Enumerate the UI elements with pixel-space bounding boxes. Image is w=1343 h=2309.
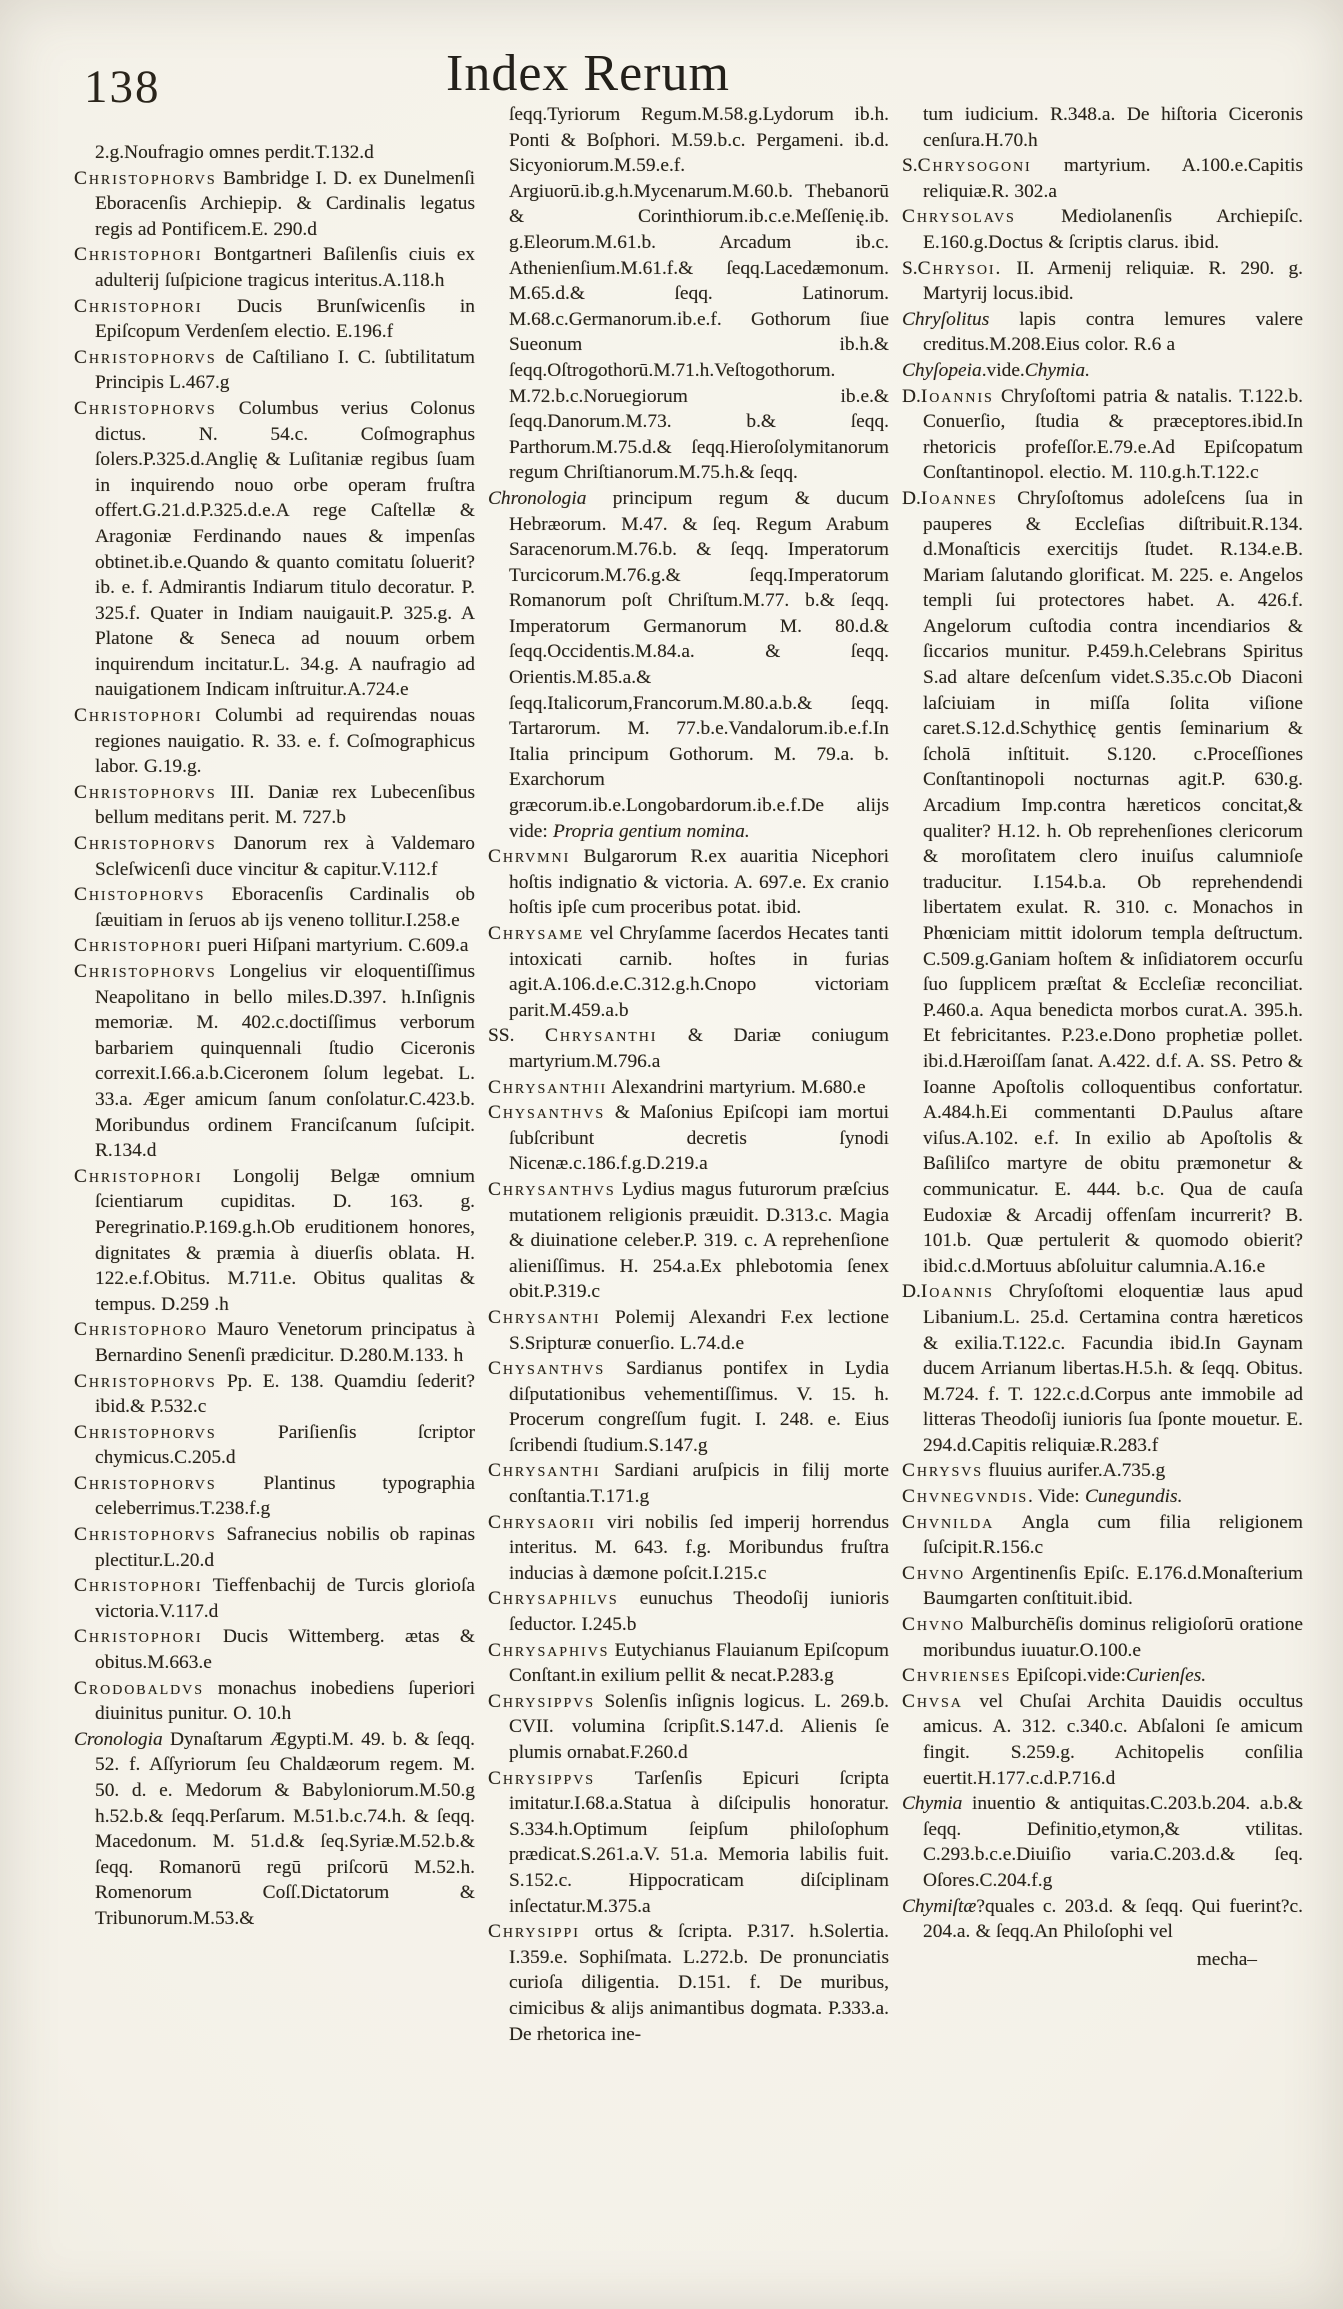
index-entry — [488, 921, 889, 1023]
index-entry — [488, 102, 889, 486]
index-columns — [74, 102, 1304, 2047]
entry-headword: Chistophorvs — [74, 884, 206, 906]
index-entry — [74, 166, 475, 243]
entry-text: Chronologia — [488, 487, 587, 509]
entry-headword: Chysanthvs — [488, 1358, 606, 1380]
entry-headword: Chrysaphilvs — [488, 1588, 619, 1610]
entry-text: Mediolanenſis Archiepiſc. E.160.g.Doctus & ſcriptis clarus. ibid. — [923, 206, 1303, 253]
entry-text: tum iudicium. R.348.a. De hiſtoria Ciceronis cenſura.H.70.h — [923, 104, 1303, 151]
index-entry — [902, 256, 1303, 307]
entry-text: Plantinus typographia celeberrimus.T.238.f.g — [95, 1472, 475, 1520]
entry-text: Safranecius nobilis ob rapinas plectitur.L.20.d — [95, 1524, 475, 1571]
entry-headword: Crodobaldvs — [74, 1677, 204, 1699]
index-entry — [902, 102, 1303, 153]
entry-headword: Christophori — [74, 295, 203, 317]
index-entry — [74, 1164, 475, 1318]
index-entry — [488, 1177, 889, 1305]
page-number: 138 — [84, 61, 161, 113]
entry-headword: Chrysanthi — [544, 1025, 658, 1047]
index-entry — [74, 831, 475, 882]
entry-text: Chyſopeia — [902, 359, 982, 381]
entry-text: ortus & ſcripta. P.317. h.Solertia. I.359.e. Sophiſmata. L.272.b. De pronunciatis curioſa diligentia. D.151. f. De muribus, cimicibus & alijs animantibus dogmata. P.333.a. De rhetorica ine- — [509, 1921, 889, 2045]
index-entry — [902, 358, 1303, 384]
index-entry — [74, 1471, 475, 1522]
entry-text: Danorum rex à Valdemaro Scleſwicenſi duce vincitur & capitur.V.112.f — [95, 833, 475, 880]
index-entry — [74, 1420, 475, 1471]
entry-text: pueri Hiſpani martyrium. C.609.a — [202, 935, 469, 957]
entry-headword: Christophorvs — [74, 1472, 217, 1494]
entry-headword: Chrysippvs — [488, 1767, 596, 1789]
entry-text: Columbi ad requirendas nouas regiones nauigatio. R. 33. e. f. Coſmographicus labor. G.19.g. — [95, 705, 475, 778]
entry-text: Epiſcopi.vide: — [1011, 1665, 1126, 1687]
entry-text: inuentio & antiquitas.C.203.b.204. a.b.& ſeqq. Definitio,etymon,& vtilitas. C.293.b.c.e.Diuiſio varia.C.203.d.& ſeq. Oſores.C.204.f.g — [923, 1793, 1303, 1891]
index-entry — [488, 1075, 889, 1101]
entry-text: Pariſienſis ſcriptor chymicus.C.205.d — [95, 1421, 475, 1469]
entry-text: Mauro Venetorum principatus à Bernardino Senenſi prædicitur. D.280.M.133. h — [95, 1319, 475, 1366]
entry-text: fluuius aurifer.A.735.g — [982, 1460, 1166, 1482]
entry-text: 2.g.Noufragio omnes perdit.T.132.d — [95, 142, 374, 163]
entry-headword: Chrysanthi — [488, 1460, 601, 1482]
index-entry — [74, 882, 475, 933]
entry-text: principum regum & ducum Hebræorum. M.47. & ſeq. Regum Arabum Saracenorum.M.76.b. & ſeqq. Imperatorum Turcicorum.M.76.g.& ſeqq.Imperatorum Romanorum poſt Chriſtum.M.77. b.& ſeqq. Imperatorum Germanorum M. 80.d.& ſeqq.Occidentis.M.84.a. & ſeqq. Orientis.M.85.a.& ſeqq.Italicorum,Francorum.M.80.a.b.& ſeqq. Tartarorum. M. 77.b.e.Vandalorum.ib.e.f.In Italia principum Gothorum. M. 79.a. b. Exarchorum græcorum.ib.e.Longobardorum.ib.e.f.De alijs vide: — [509, 487, 889, 842]
index-entry — [488, 1919, 889, 2047]
entry-text: Chymiſtæ — [902, 1895, 977, 1917]
index-entry — [488, 1305, 889, 1356]
index-entry — [488, 1356, 889, 1458]
index-entry — [74, 294, 475, 345]
entry-text: Bontgartneri Baſilenſis ciuis ex adulterij ſuſpicione tragicus interitus.A.118.h — [95, 244, 475, 291]
entry-text: Columbus verius Colonus dictus. N. 54.c. Coſmographus ſolers.P.325.d.Anglię & Luſitaniæ regibus ſuam in inquirendo nouo orbe operam fruſtra offert.G.21.d.P.325.d.e.A rege Caſtellæ & Aragoniæ Ferdinando naues & impenſas obtinet.ib.e.Quando & quanto comitatu ſoluerit? ib. e. f. Admirantis Indiarum titulo decoratur. P. 325.f. Quater in Indiam nauigauit.P. 325.g. A Platone & Seneca ad nouum orbem inquirendum incitatur.L. 34.g. A naufragio ad nauigationem Indicam inſtruitur.A.724.e — [95, 397, 475, 701]
index-entry — [74, 1624, 475, 1675]
index-entry — [902, 1484, 1303, 1510]
index-entry — [902, 486, 1303, 1279]
index-entry — [902, 384, 1303, 486]
entry-headword: Chvsa — [902, 1690, 963, 1712]
entry-text: Chryſoſtomi patria & natalis. T.122.b. Conuerſio, ſtudia & præceptores.ibid.In rhetoricis profeſſor.E.79.e.Ad Epiſcopatum Conſtantinopol. electio. M. 110.g.h.T.122.c — [923, 385, 1303, 484]
entry-text: Ducis Brunſwicenſis in Epiſcopum Verdenſem electio. E.196.f — [95, 295, 475, 343]
entry-headword: Ioannis — [920, 1281, 994, 1303]
entry-text: ſeqq.Tyriorum Regum.M.58.g.Lydorum ib.h. Ponti & Boſphori. M.59.b.c. Pergameni. ib.d. Sicyoniorum.M.59.e.f. Argiuorū.ib.g.h.Mycenarum.M.60.b. Thebanorū & Corinthiorum.ib.c.e.Meſſenię.ib. g.Eleorum.M.61.b. Arcadum ib.c. Athenienſium.M.61.f.& ſeqq.Lacedæmonum. M.65.d.& ſeqq. Latinorum. M.68.c.Germanorum.ib.e.f. Gothorum ſiue Sueonum ib.h.& ſeqq.Oſtrogothorū.M.71.h.Veſtogothorum. M.72.b.c.Noruegiorum ib.e.& ſeqq.Danorum.M.73. b.& ſeqq. Parthorum.M.75.d.& ſeqq.Hieroſolymitanorum regum Chriſtianorum.M.75.h.& ſeqq. — [509, 104, 889, 484]
entry-headword: Chrysanthii — [488, 1076, 608, 1098]
index-entry — [74, 1369, 475, 1420]
entry-headword: Chrysaphivs — [488, 1639, 610, 1661]
index-entry — [488, 1458, 889, 1509]
entry-headword: Christophoro — [74, 1319, 208, 1341]
entry-text: Eutychianus Flauianum Epiſcopum Conſtant.in exilium pellit & necat.P.283.g — [509, 1639, 890, 1687]
index-entry — [74, 396, 475, 703]
entry-headword: Chrysolavs — [902, 206, 1016, 228]
entry-text: Bulgarorum R.ex auaritia Nicephori hoſtis indignatio & victoria. A. 697.e. Ex cranio hoſtis ipſe cum proceribus potat. ibid. — [509, 846, 889, 919]
index-entry — [488, 1766, 889, 1920]
entry-text: Ducis Wittemberg. ætas & obitus.M.663.e — [95, 1626, 475, 1674]
entry-text: Tarſenſis Epicuri ſcripta imitatur.I.68.a.Statua à diſcipulis honoratur. S.334.h.Optimum ſeipſum philoſophum prædicat.S.261.a.V. 51.a. Memoria labilis fuit. S.152.c. Hippocraticam diſciplinam inſectatur.M.375.a — [509, 1767, 889, 1917]
entry-headword: Chvnilda — [902, 1511, 995, 1533]
entry-text: D. — [902, 1281, 921, 1303]
catchword: mecha– — [1196, 1948, 1257, 1970]
entry-text: III. Daniæ rex Lubecenſibus bellum meditans perit. M. 727.b — [95, 781, 475, 829]
entry-text: Chymia — [902, 1793, 963, 1815]
index-entry — [74, 1317, 475, 1368]
entry-headword: Chvnegvndis — [902, 1486, 1029, 1508]
page-title: Index Rerum — [446, 45, 730, 102]
index-entry — [74, 1573, 475, 1624]
entry-text: Dynaſtarum Ægypti.M. 49. b. & ſeqq. 52. f. Aſſyriorum ſeu Chaldæorum regem. M. 50. d. e. Medorum & Babyloniorum.M.50.g h.52.b.& ſeqq.Perſarum. M.51.b.c.74.h. & ſeqq. Macedonum. M. 51.d.& ſeq.Syriæ.M.52.b.& ſeqq. Romanorū regū priſcorū M.52.h. Romenorum Coſſ.Dictatorum & Tribunorum.M.53.& — [95, 1728, 475, 1929]
index-entry — [902, 1612, 1303, 1663]
entry-headword: Christophori — [74, 705, 203, 727]
entry-text: II. Armenij reliquiæ. R. 290. g. Martyrij locus.ibid. — [923, 257, 1303, 305]
index-entry — [902, 1561, 1303, 1612]
entry-text: Malburchēſis dominus religioſorū oratione moribundus iuuatur.O.100.e — [923, 1614, 1303, 1661]
entry-headword: Christophorvs — [74, 346, 217, 368]
entry-headword: Chrvmni — [488, 846, 571, 868]
index-entry — [74, 1522, 475, 1573]
entry-text: Pp. E. 138. Quamdiu ſederit?ibid.& P.532.c — [95, 1370, 475, 1418]
entry-headword: Christophorvs — [74, 1370, 217, 1392]
entry-text: eunuchus Theodoſij iunioris ſeductor. I.245.b — [509, 1588, 889, 1636]
entry-headword: Chrysippvs — [488, 1690, 596, 1712]
index-entry — [74, 933, 475, 959]
entry-headword: Chrysame — [488, 923, 585, 944]
entry-headword: Christophorvs — [74, 397, 217, 419]
index-entry — [902, 1279, 1303, 1458]
entry-headword: Christophori — [74, 1626, 203, 1648]
entry-headword: Christophori — [74, 244, 203, 266]
index-entry — [902, 1663, 1303, 1689]
entry-text: Eboracenſis Cardinalis ob ſæuitiam in ſeruos ab ijs veneno tollitur.I.258.e — [95, 884, 475, 931]
index-entry — [488, 1638, 889, 1689]
entry-headword: Christophorvs — [74, 1421, 217, 1443]
entry-text: Alexandrini martyrium. M.680.e — [607, 1076, 866, 1098]
index-entry — [902, 1791, 1303, 1893]
entry-text: & Dariæ coniugum martyrium.M.796.a — [509, 1025, 890, 1072]
entry-headword: Christophorvs — [74, 1524, 217, 1546]
entry-text: S. — [902, 257, 918, 279]
entry-text: Cunegundis. — [1084, 1486, 1183, 1508]
index-entry — [902, 307, 1303, 358]
index-entry — [74, 959, 475, 1164]
entry-headword: Chrysaorii — [488, 1511, 596, 1533]
entry-text: vel Chuſai Archita Dauidis occultus amicus. A. 312. c.340.c. Abſaloni ſe amicum fingit. S.259.g. Achitopelis conſilia euertit.H.177.c.d.P.716.d — [923, 1690, 1303, 1789]
entry-text: Sardiani aruſpicis in filij morte conſtantia.T.171.g — [509, 1460, 889, 1508]
entry-text: Curienſes. — [1125, 1665, 1207, 1687]
index-entry — [902, 1458, 1303, 1484]
entry-text: D. — [902, 385, 921, 407]
index-entry — [74, 242, 475, 293]
index-entry — [488, 844, 889, 921]
index-entry — [902, 1510, 1303, 1561]
entry-text: Polemij Alexandri F.ex lectione S.Sripturæ conuerſio. L.74.d.e — [509, 1306, 889, 1354]
index-entry — [488, 486, 889, 844]
index-column-2 — [488, 102, 889, 2047]
entry-text: Chymia. — [1024, 359, 1090, 381]
entry-text: .vide. — [981, 359, 1025, 381]
index-entry — [488, 1023, 889, 1074]
index-entry — [74, 780, 475, 831]
entry-text: de Caſtiliano I. C. ſubtilitatum Principis L.467.g — [95, 346, 475, 394]
entry-text: Solenſis inſignis logicus. L. 269.b. CVII. volumina ſcripſit.S.147.d. Alienis ſe plumis ornabat.F.260.d — [509, 1690, 889, 1763]
entry-headword: Chrysanthvs — [488, 1178, 616, 1200]
index-entry — [902, 1894, 1303, 1945]
entry-text: Bambridge I. D. ex Dunelmenſi Eboracenſis Archiepip. & Cardinalis legatus regis ad Pontificem.E. 290.d — [95, 167, 475, 240]
entry-text: & Maſonius Epiſcopi iam mortui ſubſcribunt decretis ſynodi Nicenæ.c.186.f.g.D.219.a — [509, 1102, 889, 1175]
entry-text: vel Chryſamme ſacerdos Hecates tanti intoxicati carnib. hoſtes in furias agit.A.106.d.e.C.312.g.h.Cnopo victoriam parit.M.459.a.b — [509, 923, 889, 1021]
entry-text: Argentinenſis Epiſc. E.176.d.Monaſterium Baumgarten conſtituit.ibid. — [923, 1562, 1303, 1610]
entry-headword: Chrysogoni — [917, 155, 1032, 177]
entry-text: Longelius vir eloquentiſſimus Neapolitano in bello miles.D.397. h.Inſignis memoriæ. M. 402.c.doctiſſimus verborum barbariem quinquennali ſtudio Ciceronis correxit.I.66.a.b.Ciceronem ſolum legebat. L. 33.a. Æger amicum ſanum conſolatur.C.423.b. Moribundus ordinem Franciſcanum ſuſcipit. R.134.d — [95, 961, 475, 1162]
index-entry — [488, 1689, 889, 1766]
entry-headword: Chrysippi — [488, 1921, 580, 1943]
entry-text: lapis contra lemures valere creditus.M.208.Eius color. R.6 a — [923, 308, 1303, 356]
entry-text: martyrium. A.100.e.Capitis reliquiæ.R. 302.a — [923, 155, 1303, 202]
entry-text: SS. — [488, 1025, 545, 1047]
entry-text: ?quales c. 203.d. & ſeqq. Qui fuerint?c. 204.a. & ſeqq.An Philoſophi vel — [923, 1895, 1303, 1943]
entry-headword: Chvno — [902, 1562, 966, 1584]
entry-text: D. — [902, 487, 921, 509]
entry-headword: Ioannis — [920, 385, 994, 407]
entry-text: Angla cum filia religionem ſuſcipit.R.156.c — [923, 1511, 1303, 1559]
entry-text: Lydius magus futurorum præſcius mutationem religionis præuidit. D.313.c. Magia & diuinatione celeber.P. 319. c. A reprehenſione alieniſſimus. H. 254.a.Ex phlebotomia ſenex obit.P.319.c — [509, 1178, 889, 1303]
entry-text: Cronologia — [74, 1728, 163, 1750]
entry-text: Sardianus pontifex in Lydia diſputationibus vehementiſſimus. V. 15. h. Procerum congreſſum fugit. I. 248. e. Eius ſcribendi ſtudium.S.147.g — [509, 1358, 889, 1456]
entry-text: Chryſoſtomi eloquentiæ laus apud Libanium.L. 25.d. Certamina contra hæreticos & exilia.T.122.c. Facundia ibid.In Gaynam ducem Arrianum libertas.H.5.h. & ſeqq. Obitus. M.724. f. T. 122.c.d.Corpus ante immobile ad litteras Theodoſij iunioris ſua ſponte mouetur. E. 294.d.Capitis reliquiæ.R.283.f — [923, 1281, 1303, 1456]
entry-headword: Chrysoi. — [917, 257, 1003, 279]
index-entry — [902, 204, 1303, 255]
index-entry — [74, 1676, 475, 1727]
entry-headword: Chvrienses — [902, 1665, 1012, 1687]
index-entry — [488, 1100, 889, 1177]
index-column-1 — [74, 102, 475, 2047]
entry-headword: Chvno — [902, 1614, 966, 1636]
entry-text: monachus inobediens ſuperiori diuinitus punitur. O. 10.h — [95, 1677, 475, 1725]
entry-text: . Vide: — [1028, 1486, 1085, 1508]
index-column-3 — [902, 102, 1303, 2047]
entry-headword: Christophori — [74, 1575, 203, 1597]
entry-headword: Chrysvs — [902, 1460, 983, 1482]
entry-headword: Christophorvs — [74, 167, 217, 189]
index-entry — [488, 1510, 889, 1587]
index-entry — [74, 1727, 475, 1932]
entry-text: Chryſolitus — [902, 308, 990, 330]
entry-headword: Christophori — [74, 935, 203, 957]
entry-text: Tieffenbachij de Turcis glorioſa victoria.V.117.d — [95, 1575, 475, 1622]
entry-headword: Christophori — [74, 1165, 203, 1187]
entry-headword: Christophorvs — [74, 961, 217, 982]
entry-text: S. — [902, 155, 918, 177]
entry-text: viri nobilis ſed imperij horrendus interitus. M. 643. f.g. Moribundus fruſtra inducias à dæmone poſcit.I.215.c — [509, 1511, 889, 1584]
entry-headword: Chrysanthi — [488, 1306, 601, 1328]
entry-headword: Ioannes — [920, 487, 998, 509]
entry-text: Longolij Belgæ omnium ſcientiarum cupiditas. D. 163. g. Peregrinatio.P.169.g.h.Ob eruditionem honores, dignitates & præmia à diuerſis oblata. H. 122.e.f.Obitus. M.711.e. Obitus qualitas & tempus. D.259 .h — [95, 1165, 475, 1315]
index-entry — [488, 1586, 889, 1637]
index-entry — [74, 345, 475, 396]
index-entry — [74, 703, 475, 780]
entry-headword: Christophorvs — [74, 833, 217, 855]
index-entry — [74, 140, 475, 166]
entry-text: Chryſoſtomus adoleſcens ſua in pauperes & Eccleſias diſtribuit.R.134. d.Monaſticis exercitijs ſtudet. R.134.e.B. Mariam ſalutando glorificat. M. 225. e. Angelos templi ſui protectores habet. A. 426.f. Angelorum cuſtodia contra incendiarios & ſiccarios munitur. P.459.h.Celebrans Spiritus S.ad altare deſcenſum videt.S.35.c.Ob Diaconi laſciuiam in miſſa ſolita viſione caret.S.12.d.Schythicę gentis ſeminarium & ſcholā inſtituit. S.120. c.Proceſſiones Conſtantinopoli nocturnas agit.P. 630.g. Arcadium Imp.contra hæreticos concitat,& qualiter? H.12. h. Ob reprehenſiones clericorum & moroſitatem clero inuiſus calumnioſe traducitur. I.154.b.a. Ob reprehendendi libertatem exulat. R. 310. c. Monachos in Phœniciam mittit idolorum templa deſtructum. C.509.g.Ganiam hoſtem & inſidiatorem occurſu ſuo ſupplicem præſtat & Eccleſiæ reconciliat. P.460.a. Aqua benedicta morbos curat.A. 395.h. Et febricitantes. P.23.e.Dono prophetiæ pollet. ibi.d.Hæroiſſam ſanat. A.422. d.f. A. SS. Petro & Ioanne Apoſtolis colloquentibus confortatur. A.484.h.Ei commentanti D.Paulus aſtare viſus.A.102. e.f. In exilio ab Apoſtolis & Baſiliſco martyre de obitu præmonetur & communicatur. E. 444. b.c. Qua de cauſa Eudoxiæ & Arcadij offenſam incurrerit? B. 101.b. Quæ pertulerit & quomodo obierit?ibid.c.d.Mortuus abſoluitur calumnia.A.16.e — [923, 487, 1303, 1277]
index-entry — [902, 1689, 1303, 1791]
entry-text: Propria gentium nomina. — [553, 820, 750, 842]
index-entry — [902, 153, 1303, 204]
entry-headword: Christophorvs — [74, 781, 217, 803]
entry-headword: Chysanthvs — [488, 1102, 606, 1124]
